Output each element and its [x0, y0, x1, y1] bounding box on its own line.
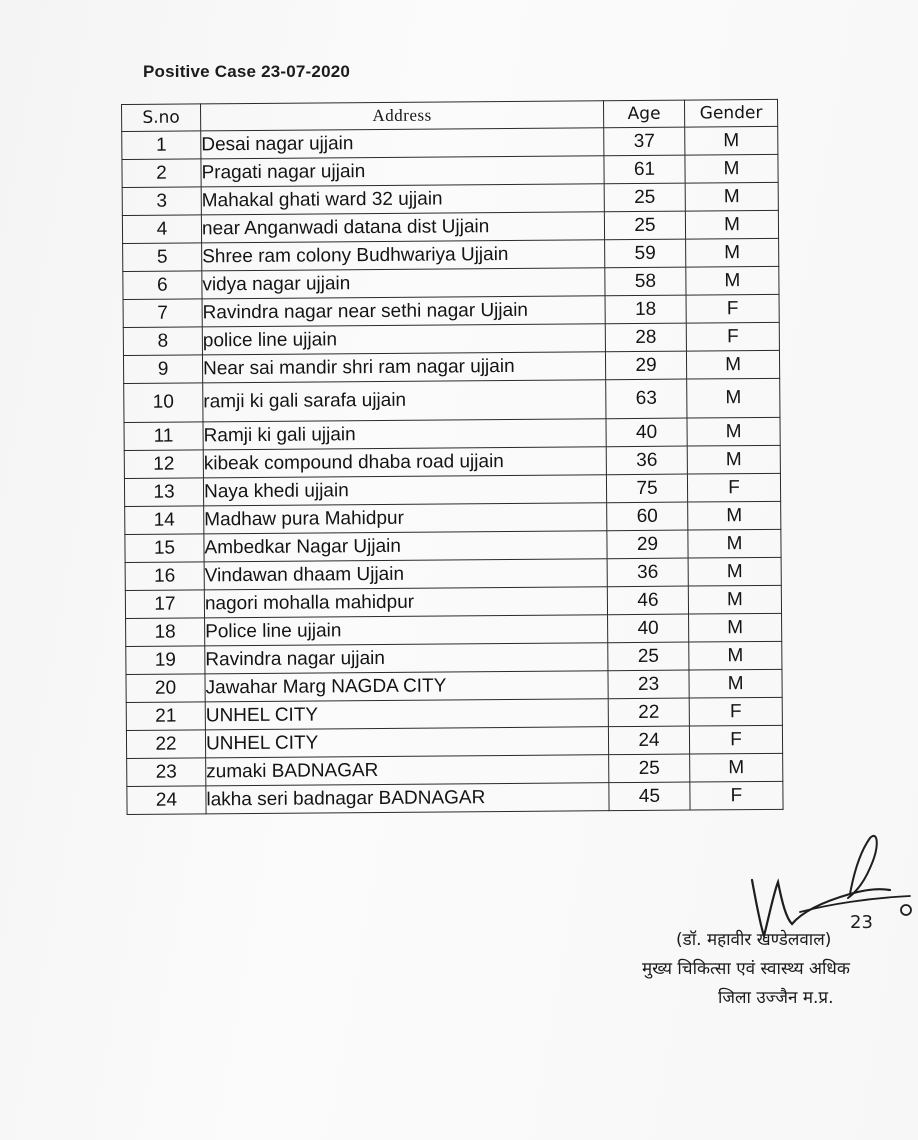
cell-address: near Anganwadi datana dist Ujjain — [201, 212, 604, 243]
table-row — [127, 781, 783, 814]
cell-gender: M — [686, 350, 779, 379]
cell-address: Madhaw pura Mahidpur — [204, 503, 607, 534]
cell-address: ramji ki gali sarafa ujjain — [203, 380, 606, 422]
cell-age: 58 — [605, 267, 686, 296]
cell-sno: 17 — [125, 590, 204, 619]
cell-gender: F — [686, 322, 779, 351]
cell-gender: M — [686, 238, 779, 267]
cell-address: Jawahar Marg NAGDA CITY — [205, 671, 608, 702]
cell-sno: 20 — [126, 674, 205, 703]
cell-address: Ambedkar Nagar Ujjain — [204, 531, 607, 562]
cell-address: Pragati nagar ujjain — [201, 156, 604, 187]
cell-address: police line ujjain — [202, 324, 605, 355]
cell-sno: 14 — [125, 506, 204, 535]
cell-age: 25 — [604, 183, 685, 212]
table-row — [124, 378, 780, 422]
cell-age: 40 — [608, 614, 689, 643]
cell-gender: F — [686, 294, 779, 323]
signature-date: 23 — [850, 912, 873, 933]
cell-gender: F — [687, 473, 780, 502]
cell-sno: 15 — [125, 534, 204, 563]
cell-address: UNHEL CITY — [205, 699, 608, 730]
cell-address: Desai nagar ujjain — [201, 128, 604, 159]
cell-gender: M — [685, 126, 778, 155]
signatory-designation: मुख्य चिकित्सा एवं स्वास्थ्य अधिक — [642, 959, 850, 979]
cell-age: 59 — [605, 239, 686, 268]
cell-age: 36 — [607, 558, 688, 587]
cell-sno: 12 — [124, 450, 203, 479]
cell-gender: M — [688, 529, 781, 558]
cell-sno: 13 — [124, 478, 203, 507]
cell-address: Ravindra nagar ujjain — [205, 643, 608, 674]
cell-gender: M — [689, 669, 782, 698]
page-title: Positive Case 23-07-2020 — [143, 62, 351, 81]
cell-sno: 7 — [123, 299, 202, 328]
cell-address: UNHEL CITY — [205, 727, 608, 758]
cell-age: 36 — [606, 446, 687, 475]
cell-age: 22 — [608, 698, 689, 727]
cell-age: 45 — [609, 782, 690, 811]
cell-age: 29 — [605, 351, 686, 380]
cell-sno: 23 — [127, 758, 206, 787]
cell-address: kibeak compound dhaba road ujjain — [203, 447, 606, 478]
cell-address: Ramji ki gali ujjain — [203, 419, 606, 450]
cell-gender: M — [688, 501, 781, 530]
cell-gender: M — [685, 182, 778, 211]
cell-gender: F — [689, 725, 782, 754]
table-body — [122, 126, 783, 814]
cell-sno: 8 — [123, 327, 202, 356]
signatory-block — [630, 926, 918, 1013]
cell-sno: 5 — [123, 243, 202, 272]
cell-gender: M — [687, 417, 780, 446]
cell-sno: 11 — [124, 422, 203, 451]
cell-address: zumaki BADNAGAR — [206, 755, 609, 786]
cell-age: 37 — [604, 127, 685, 156]
header-age: Age — [603, 100, 684, 128]
cell-gender: M — [688, 557, 781, 586]
cell-age: 28 — [605, 323, 686, 352]
cell-address: Mahakal ghati ward 32 ujjain — [201, 184, 604, 215]
cell-gender: M — [685, 210, 778, 239]
cell-age: 63 — [606, 379, 687, 419]
cell-address: vidya nagar ujjain — [202, 268, 605, 299]
cell-age: 25 — [604, 211, 685, 240]
cell-sno: 9 — [123, 355, 202, 384]
cell-sno: 18 — [126, 618, 205, 647]
cell-age: 60 — [607, 502, 688, 531]
cell-address: Naya khedi ujjain — [203, 475, 606, 506]
cell-gender: M — [689, 613, 782, 642]
cell-sno: 24 — [127, 786, 206, 815]
cell-gender: M — [686, 266, 779, 295]
cell-address: lakha seri badnagar BADNAGAR — [206, 783, 609, 814]
cell-address: Near sai mandir shri ram nagar ujjain — [202, 352, 605, 383]
cell-age: 25 — [608, 642, 689, 671]
cell-sno: 1 — [122, 131, 201, 160]
signatory-name: (डॉ. महावीर खण्डेलवाल) — [676, 930, 832, 950]
cell-age: 40 — [606, 418, 687, 447]
cell-age: 24 — [608, 726, 689, 755]
cell-age: 29 — [607, 530, 688, 559]
header-gender: Gender — [684, 99, 777, 127]
cell-age: 23 — [608, 670, 689, 699]
cell-gender: M — [685, 154, 778, 183]
cell-address: Ravindra nagar near sethi nagar Ujjain — [202, 296, 605, 327]
cell-sno: 6 — [123, 271, 202, 300]
cell-sno: 16 — [125, 562, 204, 591]
cell-sno: 4 — [122, 215, 201, 244]
cell-gender: F — [690, 781, 783, 810]
header-address: Address — [201, 101, 604, 131]
cell-address: Vindawan dhaam Ujjain — [204, 559, 607, 590]
cell-age: 46 — [607, 586, 688, 615]
cell-gender: M — [689, 641, 782, 670]
cell-sno: 19 — [126, 646, 205, 675]
cell-gender: M — [687, 378, 780, 418]
cell-address: Shree ram colony Budhwariya Ujjain — [202, 240, 605, 271]
cell-age: 18 — [605, 295, 686, 324]
header-sno: S.no — [122, 104, 201, 132]
cell-sno: 2 — [122, 159, 201, 188]
cell-sno: 10 — [124, 383, 203, 423]
cell-gender: F — [689, 697, 782, 726]
positive-cases-table — [121, 99, 784, 815]
cell-age: 61 — [604, 155, 685, 184]
cell-age: 75 — [606, 474, 687, 503]
cell-gender: M — [687, 445, 780, 474]
cell-address: nagori mohalla mahidpur — [204, 587, 607, 618]
cell-age: 25 — [609, 754, 690, 783]
cell-sno: 21 — [126, 702, 205, 731]
cell-gender: M — [688, 585, 781, 614]
cell-sno: 3 — [122, 187, 201, 216]
cell-address: Police line ujjain — [205, 615, 608, 646]
cell-gender: M — [690, 753, 783, 782]
cell-sno: 22 — [126, 730, 205, 759]
signatory-location: जिला उज्जैन म.प्र. — [718, 988, 834, 1008]
